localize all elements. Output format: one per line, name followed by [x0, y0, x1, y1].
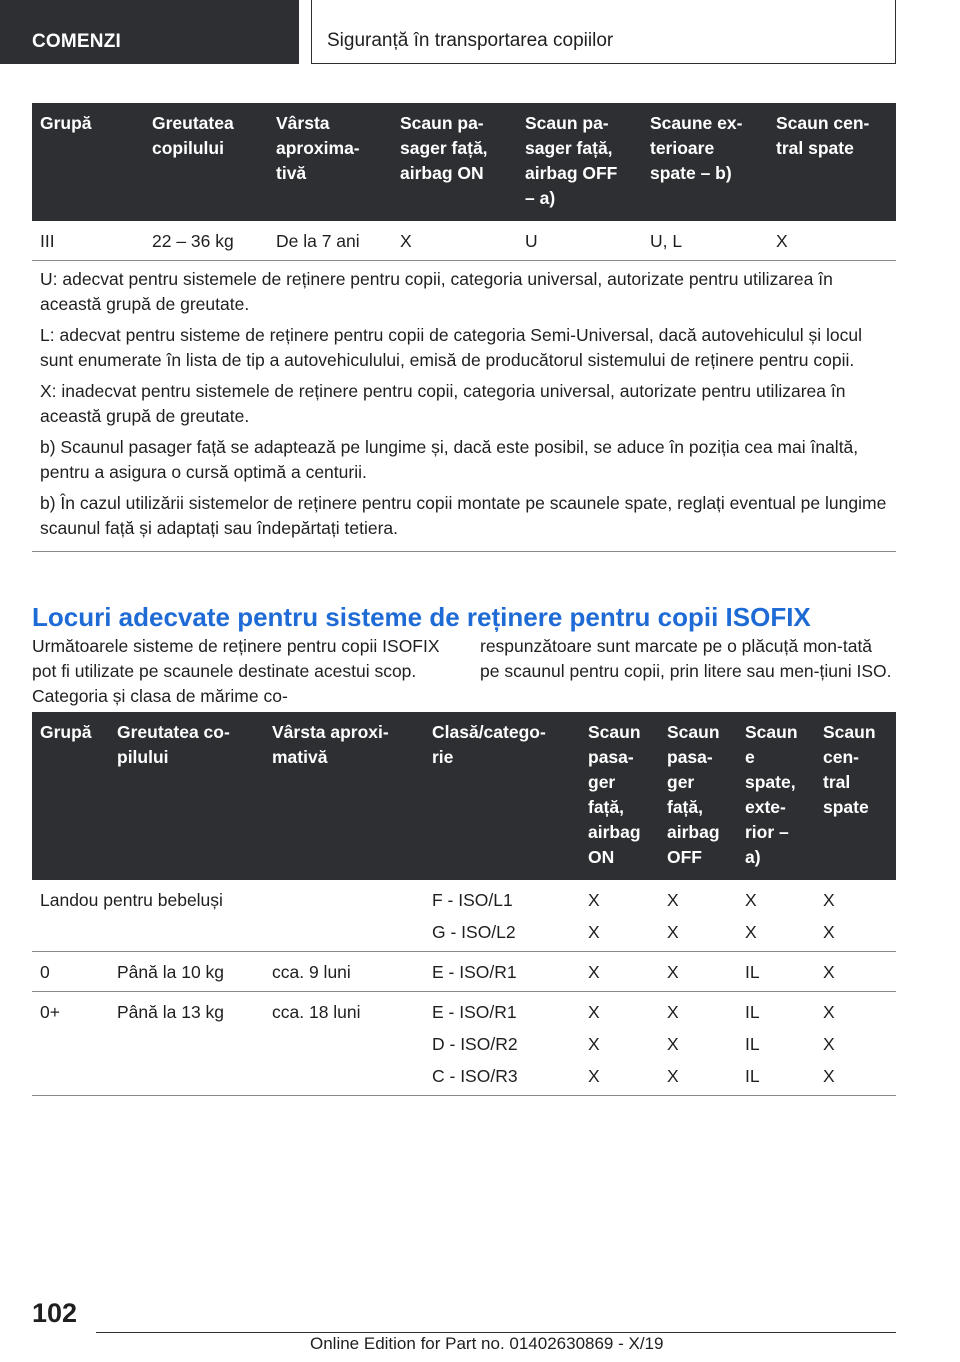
column-header-line: Greutatea co- — [117, 722, 230, 742]
column-header-line: exte- — [745, 797, 786, 817]
table-cell-value: X — [588, 1002, 600, 1022]
column-header-line: Vârsta aproxi- — [272, 722, 389, 742]
column-header-line: ON — [588, 847, 615, 867]
column-header-line: e — [745, 747, 755, 767]
table-cell-value: X — [588, 890, 600, 910]
table-cell-c1 — [580, 992, 659, 1096]
table-cell-value: X — [745, 890, 757, 910]
table-cell-value: X — [823, 1002, 835, 1022]
table-cell-c1 — [580, 880, 659, 952]
table-row — [32, 952, 896, 992]
intro-text-right: respunzătoare sunt marcate pe o plăcuță mon-tată pe scaunul pentru copii, prin litere sau men-țiuni ISO. — [480, 636, 892, 681]
column-header-line: spate — [823, 797, 869, 817]
section-title: Locuri adecvate pentru sisteme de reținere pentru copii ISOFIX — [32, 602, 811, 632]
table-cell-c3 — [737, 880, 815, 952]
column-header — [642, 103, 768, 221]
column-header-line: – a) — [525, 188, 556, 208]
table-cell-age: cca. 18 luni — [264, 992, 424, 1096]
column-header-line: Scaun pa- — [525, 113, 609, 133]
section-tab — [0, 0, 299, 64]
column-header-line: airbag — [667, 822, 720, 842]
table-cell-classes — [424, 992, 580, 1096]
column-header — [659, 712, 737, 880]
table-cell-value: X — [667, 1034, 679, 1054]
table-header-row — [32, 103, 896, 221]
column-header-line: a) — [745, 847, 761, 867]
table-cell: 22 – 36 kg — [144, 221, 268, 261]
column-header-line: Clasă/catego- — [432, 722, 546, 742]
column-header-line: mativă — [272, 747, 328, 767]
footer-edition: Online Edition for Part no. 01402630869 - X/19 — [310, 1334, 664, 1353]
column-header-line: tral spate — [776, 138, 854, 158]
column-header — [109, 712, 264, 880]
page-header-title: Siguranță în transportarea copiilor — [327, 30, 614, 51]
table-cell-c3 — [737, 952, 815, 992]
column-header — [580, 712, 659, 880]
column-header-line: spate, — [745, 772, 796, 792]
table-cell-value: X — [823, 1034, 835, 1054]
column-header-line: airbag OFF — [525, 163, 618, 183]
column-header-line: Scaun — [667, 722, 720, 742]
column-header-line: rie — [432, 747, 454, 767]
column-header-line: pasa- — [667, 747, 713, 767]
table-row — [32, 880, 896, 952]
column-header — [32, 103, 144, 221]
column-header — [815, 712, 896, 880]
table-cell-value: E - ISO/R1 — [432, 1002, 517, 1022]
column-header-line: Scaun pa- — [400, 113, 484, 133]
table-cell-classes — [424, 880, 580, 952]
column-header-line: Scaune ex- — [650, 113, 743, 133]
column-header — [392, 103, 517, 221]
note-b2: b) În cazul utilizării sistemelor de reținere pentru copii montate pe scaunele spate, reglați eventual pe lungime scaunul față și adaptați sau îndepărtați tetiera. — [40, 493, 887, 538]
table-cell-value: X — [667, 922, 679, 942]
table-cell-value: C - ISO/R3 — [432, 1066, 518, 1086]
column-header-line: copilului — [152, 138, 224, 158]
table-cell-value: X — [667, 1066, 679, 1086]
column-header — [144, 103, 268, 221]
column-header-line: ger — [667, 772, 695, 792]
column-header-line: Scaun — [823, 722, 876, 742]
table-cell-weight: Până la 13 kg — [109, 992, 264, 1096]
table-cell-c3 — [737, 992, 815, 1096]
column-header-line: pasa- — [588, 747, 634, 767]
table-cell: III — [32, 221, 144, 261]
intro-text-left: Următoarele sisteme de reținere pentru copii ISOFIX pot fi utilizate pe scaunele destinate acestui scop. Categoria și clasa de mărime co- — [32, 636, 440, 706]
table-cell-value: D - ISO/R2 — [432, 1034, 518, 1054]
table-cell: X — [392, 221, 517, 261]
table-cell: U, L — [642, 221, 768, 261]
column-header-line: Vârsta — [276, 113, 330, 133]
table-cell-value: X — [823, 922, 835, 942]
column-header-line: terioare — [650, 138, 715, 158]
column-header-line: spate – b) — [650, 163, 732, 183]
table-cell-value: X — [667, 962, 679, 982]
column-header — [737, 712, 815, 880]
column-header-line: sager față, — [400, 138, 488, 158]
table-cell-value: X — [588, 922, 600, 942]
table-cell-value: F - ISO/L1 — [432, 890, 513, 910]
column-header — [768, 103, 896, 221]
legend-notes — [32, 259, 896, 552]
table-cell-age: cca. 9 luni — [264, 952, 424, 992]
column-header-line: tral — [823, 772, 851, 792]
column-header-line: Scaun — [745, 722, 798, 742]
table-cell-value: IL — [745, 1066, 760, 1086]
table-header-row — [32, 712, 896, 880]
table-cell-group: 0 — [32, 952, 109, 992]
column-header — [32, 712, 109, 880]
table-cell-classes — [424, 952, 580, 992]
column-header — [268, 103, 392, 221]
page-header — [311, 0, 896, 64]
table-cell-value: IL — [745, 962, 760, 982]
note-u: U: adecvat pentru sistemele de reținere pentru copii, categoria universal, autorizate pentru utilizarea în această grupă de greutate. — [40, 269, 833, 314]
table-cell-c2 — [659, 992, 737, 1096]
table-cell: De la 7 ani — [268, 221, 392, 261]
isofix-table — [32, 712, 896, 1096]
column-header-line: OFF — [667, 847, 702, 867]
table-cell-weight: Până la 10 kg — [109, 952, 264, 992]
column-header-line: Greutatea — [152, 113, 234, 133]
column-header-line: rior – — [745, 822, 789, 842]
table-cell-value: X — [667, 890, 679, 910]
table-cell-value: X — [823, 962, 835, 982]
column-header-line: ger — [588, 772, 616, 792]
column-header-line: tivă — [276, 163, 307, 183]
table-row — [32, 221, 896, 261]
table-cell-c2 — [659, 880, 737, 952]
table-cell-value: IL — [745, 1034, 760, 1054]
column-header-line: față, — [588, 797, 624, 817]
table-cell-value: E - ISO/R1 — [432, 962, 517, 982]
column-header-line: pilului — [117, 747, 169, 767]
table-cell: X — [768, 221, 896, 261]
table-cell-value: X — [823, 1066, 835, 1086]
table-cell-value: X — [667, 1002, 679, 1022]
table-cell-group: Landou pentru bebeluși — [32, 880, 424, 952]
column-header-line: Grupă — [40, 722, 92, 742]
column-header-line: Scaun — [588, 722, 641, 742]
table-cell-c2 — [659, 952, 737, 992]
column-header-line: aproxima- — [276, 138, 360, 158]
column-header — [517, 103, 642, 221]
table-cell-value: IL — [745, 1002, 760, 1022]
column-header — [424, 712, 580, 880]
column-header-line: cen- — [823, 747, 859, 767]
table-cell-group: 0+ — [32, 992, 109, 1096]
table-row — [32, 992, 896, 1096]
table-cell-c4 — [815, 952, 896, 992]
column-header-line: Scaun cen- — [776, 113, 870, 133]
table-cell-value: X — [588, 1034, 600, 1054]
table-cell-value: G - ISO/L2 — [432, 922, 516, 942]
column-header-line: airbag ON — [400, 163, 484, 183]
table-cell-value: X — [588, 1066, 600, 1086]
table-cell-value: X — [745, 922, 757, 942]
column-header — [264, 712, 424, 880]
footer-divider — [96, 1332, 896, 1333]
table-cell-value: X — [588, 962, 600, 982]
column-header-line: față, — [667, 797, 703, 817]
note-b1: b) Scaunul pasager față se adaptează pe lungime și, dacă este posibil, se aduce în poziția cea mai înaltă, pentru a asigura o cursă optimă a centurii. — [40, 437, 859, 482]
table-cell-c4 — [815, 880, 896, 952]
table-cell-value: X — [823, 890, 835, 910]
table-cell-c1 — [580, 952, 659, 992]
note-x: X: inadecvat pentru sistemele de reținere pentru copii, categoria universal, autorizate pentru utilizarea în această grupă de greutate. — [40, 381, 846, 426]
table-cell-c4 — [815, 992, 896, 1096]
column-header-line: Grupă — [40, 113, 92, 133]
note-l: L: adecvat pentru sisteme de reținere pentru copii de categoria Semi-Universal, dacă autovehiculul și locul sunt enumerate în lista de tip a autovehiculului, emisă de producătorul sistemului de reținere pentru copii. — [40, 325, 862, 370]
table-cell: U — [517, 221, 642, 261]
page-number: 102 — [32, 1298, 78, 1328]
column-header-line: airbag — [588, 822, 641, 842]
column-header-line: sager față, — [525, 138, 613, 158]
section-tab-label: COMENZI — [32, 31, 122, 52]
child-seat-group3-table — [32, 103, 896, 261]
